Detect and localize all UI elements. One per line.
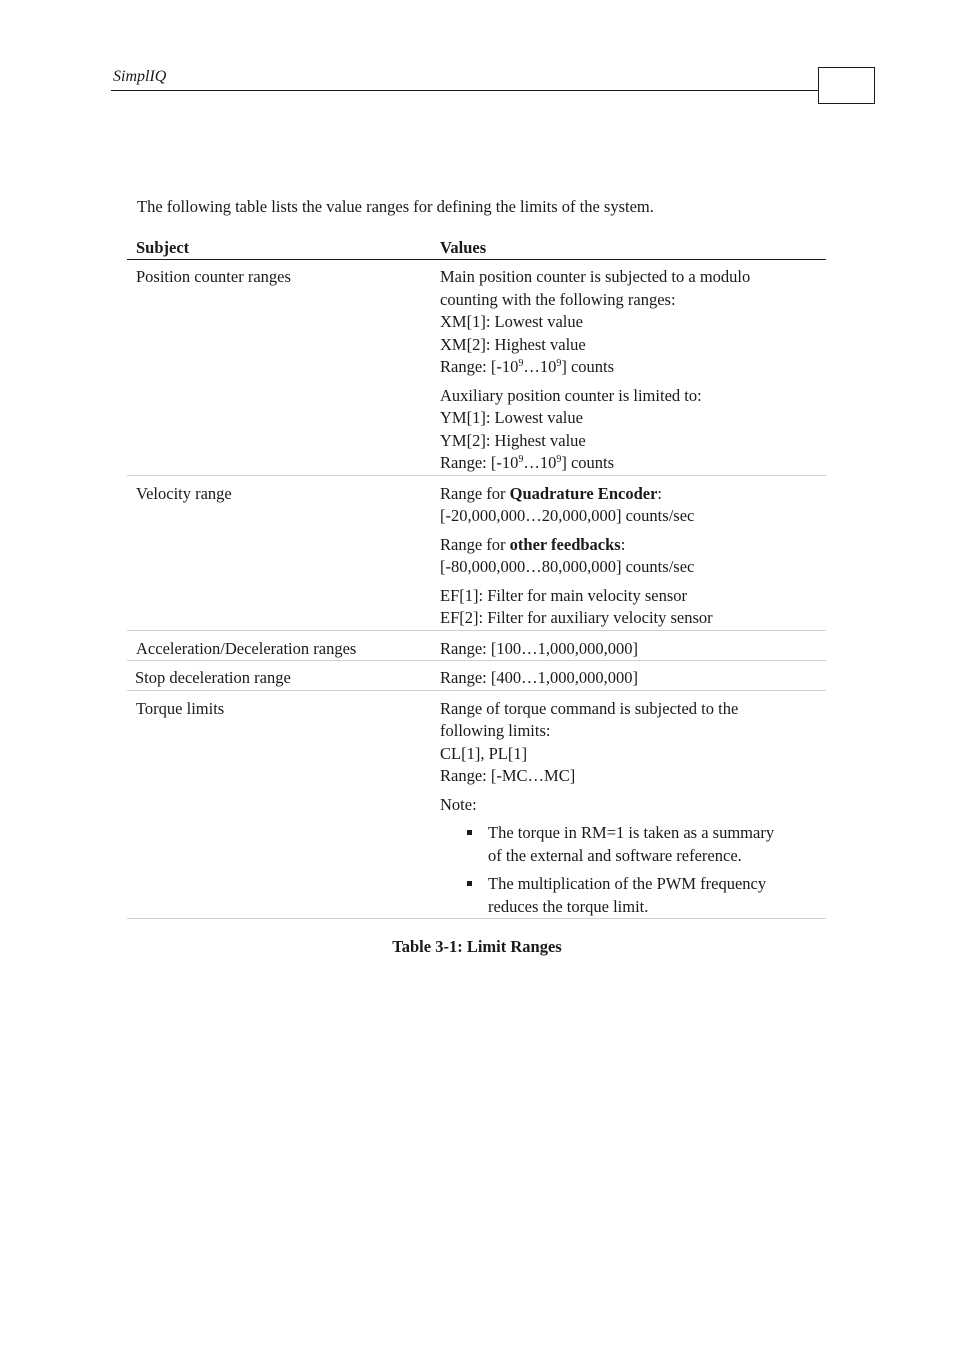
- value-line: CL[1], PL[1]: [440, 743, 528, 763]
- note-bullet-list: [440, 822, 826, 918]
- value-line: Range: [-MC…MC]: [440, 766, 576, 785]
- column-header-values: Values: [440, 238, 487, 257]
- row-subject: Torque limits: [136, 698, 225, 718]
- intro-paragraph: The following table lists the value ranges for defining the limits of the system.: [137, 197, 654, 216]
- row-subject: Acceleration/Deceleration ranges: [136, 638, 357, 658]
- value-line: counting with the following ranges:: [440, 289, 676, 309]
- value-line: YM[1]: Lowest value: [440, 408, 583, 427]
- row-subject: Stop deceleration range: [135, 668, 291, 687]
- value-line: Main position counter is subjected to a modulo: [440, 267, 751, 286]
- value-line: XM[2]: Highest value: [440, 334, 586, 354]
- row-values: Range: [100…1,000,000,000]: [440, 638, 638, 658]
- value-line: [-80,000,000…80,000,000] counts/sec: [440, 557, 695, 576]
- row-subject: Position counter ranges: [136, 267, 291, 286]
- page-number-box: [818, 67, 875, 104]
- value-line: Range for other feedbacks:: [440, 534, 626, 554]
- table-row: [127, 260, 826, 476]
- table-caption: Table 3-1: Limit Ranges: [392, 937, 562, 956]
- table-header: [127, 237, 826, 260]
- table-row: [127, 691, 826, 920]
- value-line: EF[1]: Filter for main velocity sensor: [440, 585, 687, 605]
- table-row: [127, 476, 826, 631]
- header-rule: [111, 90, 818, 91]
- value-line: Auxiliary position counter is limited to:: [440, 385, 702, 405]
- column-header-subject: Subject: [136, 238, 190, 257]
- note-label: Note:: [440, 794, 477, 814]
- header-title: SimplIQ: [113, 68, 167, 85]
- value-line: following limits:: [440, 721, 551, 740]
- value-line: EF[2]: Filter for auxiliary velocity sensor: [440, 608, 713, 627]
- row-values: [431, 266, 826, 475]
- row-values: Range: [400…1,000,000,000]: [440, 668, 638, 687]
- table-row: [127, 631, 826, 662]
- value-line: YM[2]: Highest value: [440, 430, 586, 450]
- range-line: Range: $[-10^9\dots 10^9]$ counts: [440, 357, 615, 376]
- value-line: Range for Quadrature Encoder:: [440, 483, 662, 503]
- value-line: XM[1]: Lowest value: [440, 312, 583, 331]
- table-row: [127, 661, 826, 691]
- range-line: Range: $[-10^9\dots 10^9]$ counts: [440, 453, 615, 472]
- row-values: [431, 698, 826, 919]
- list-item: The torque in RM=1 is taken as a summary of the external and software reference.: [465, 822, 826, 867]
- value-line: Range of torque command is subjected to the: [440, 698, 739, 718]
- limit-ranges-table: [127, 237, 826, 919]
- row-values: [431, 483, 826, 630]
- value-line: [-20,000,000…20,000,000] counts/sec: [440, 506, 695, 525]
- row-subject: Velocity range: [136, 483, 232, 503]
- list-item: The multiplication of the PWM frequency reduces the torque limit.: [465, 873, 826, 918]
